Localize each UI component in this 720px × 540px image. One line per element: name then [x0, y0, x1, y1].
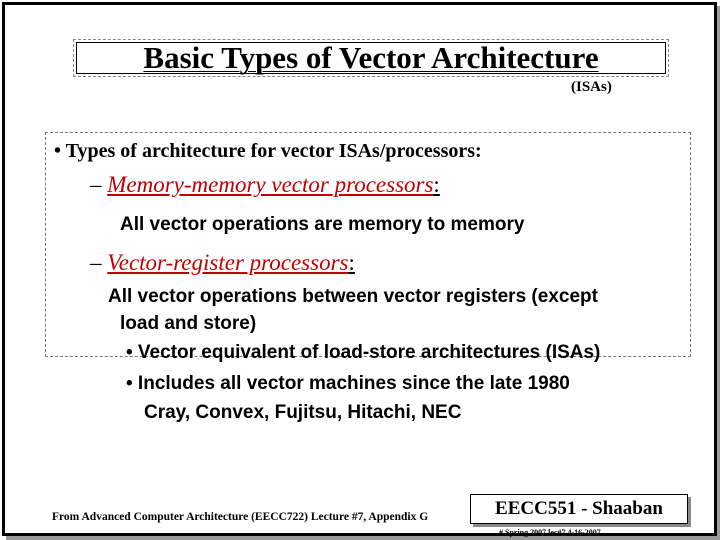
item2-label: Vector-register processors: [107, 250, 349, 275]
slide-title: Basic Types of Vector Architecture: [143, 40, 599, 75]
item2-heading: [90, 250, 355, 276]
item1-label: Memory-memory vector processors: [107, 172, 434, 197]
item2-dash: –: [90, 250, 108, 275]
item2-description-line1: All vector operations between vector registers (except: [108, 286, 598, 307]
item1-dash: –: [90, 172, 108, 197]
main-bullet: • Types of architecture for vector ISAs/processors:: [54, 140, 482, 162]
slide-subtitle: (ISAs): [571, 79, 612, 95]
sub-bullet-1: • Vector equivalent of load-store architectures (ISAs): [126, 342, 601, 363]
footer-source: From Advanced Computer Architecture (EECC722) Lecture #7, Appendix G: [52, 511, 429, 523]
item1-colon: :: [433, 172, 440, 197]
footer-meta: # Spring 2007 lec#7 4-16-2007: [499, 528, 601, 537]
author-badge: EECC551 - Shaaban: [470, 494, 688, 524]
item2-description-line2: load and store): [120, 313, 257, 334]
sub-bullet-2-continuation: Cray, Convex, Fujitsu, Hitachi, NEC: [144, 402, 462, 423]
title-box: [76, 42, 666, 74]
sub-bullet-2: • Includes all vector machines since the late 1980: [126, 373, 570, 394]
item2-colon: :: [348, 250, 355, 275]
item1-heading: [90, 172, 440, 198]
item1-description: All vector operations are memory to memory: [120, 214, 525, 235]
